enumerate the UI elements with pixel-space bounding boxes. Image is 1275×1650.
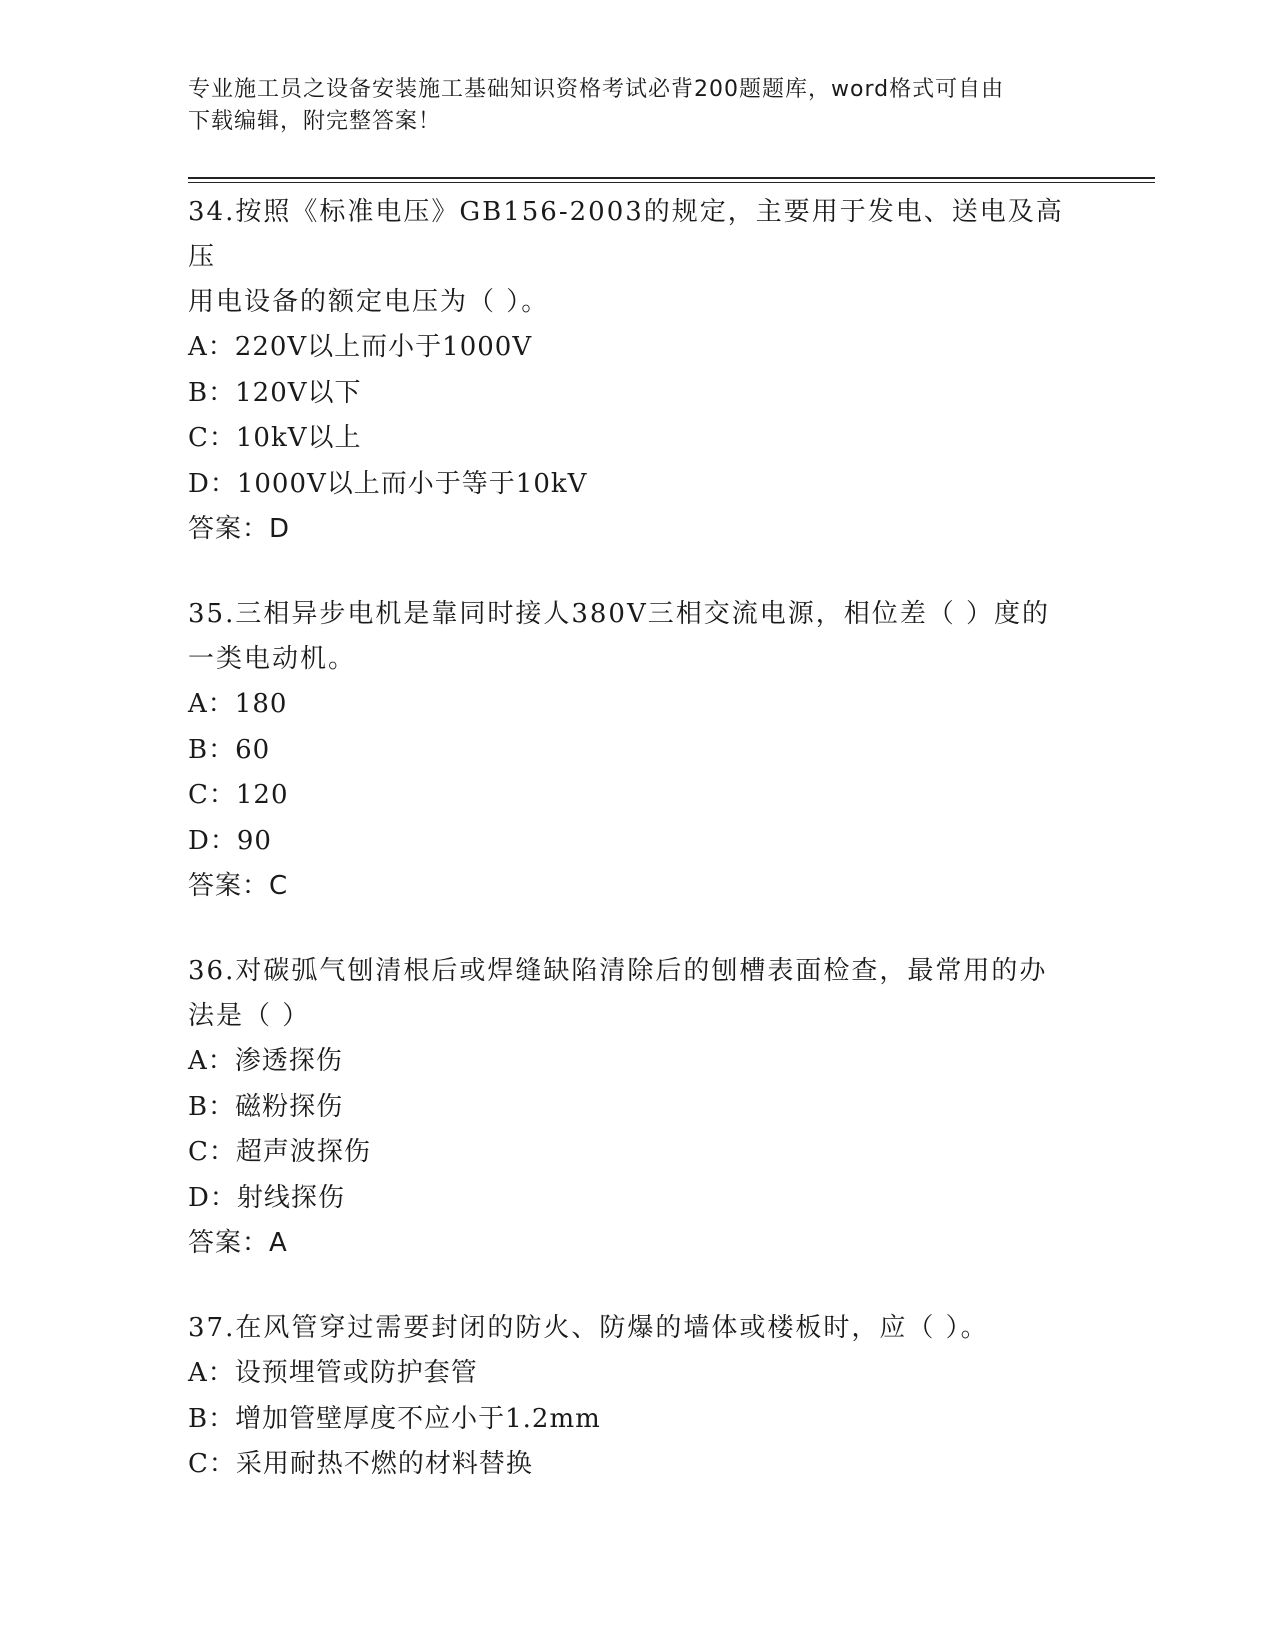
- header-line-1: 专业施工员之设备安装施工基础知识资格考试必背200题题库，word格式可自由: [188, 77, 1005, 102]
- option-c: C：10kV以上: [188, 423, 362, 453]
- option-d: D：90: [188, 825, 272, 856]
- question-stem-continued: 一类电动机。: [188, 644, 357, 674]
- option-a: A：设预埋管或防护套管: [188, 1358, 478, 1388]
- header-divider-thin: [188, 182, 1155, 183]
- answer: 答案：C: [188, 871, 289, 901]
- option-d: D：1000V以上而小于等于10kV: [188, 468, 588, 499]
- question-36: [188, 949, 1088, 1266]
- question-37: [188, 1306, 1088, 1488]
- option-a: A：180: [188, 689, 288, 719]
- question-stem-continued: 用电设备的额定电压为（ ）。: [188, 287, 550, 317]
- option-c: C：120: [188, 780, 289, 810]
- option-b: B：磁粉探伤: [188, 1091, 344, 1122]
- spacer: [188, 1266, 1088, 1306]
- spacer: [188, 552, 1088, 592]
- option-c: C：采用耐热不燃的材料替换: [188, 1449, 533, 1479]
- option-b: B：增加管壁厚度不应小于1.2mm: [188, 1403, 601, 1434]
- document-header: [188, 74, 1088, 138]
- question-stem: 35.三相异步电机是靠同时接人380V三相交流电源，相位差（ ）度的: [188, 599, 1051, 629]
- answer: 答案：A: [188, 1228, 288, 1258]
- option-a: A：220V以上而小于1000V: [188, 332, 533, 362]
- option-b: B：60: [188, 734, 271, 765]
- answer: 答案：D: [188, 514, 291, 544]
- option-c: C：超声波探伤: [188, 1137, 371, 1167]
- option-a: A：渗透探伤: [188, 1046, 343, 1076]
- question-34: [188, 190, 1088, 552]
- question-35: [188, 592, 1088, 909]
- question-stem: 36.对碳弧气刨清根后或焊缝缺陷清除后的刨槽表面检查，最常用的办: [188, 956, 1048, 986]
- option-d: D：射线探伤: [188, 1182, 345, 1213]
- spacer: [188, 909, 1088, 949]
- question-stem: 34.按照《标准电压》GB156-2003的规定，主要用于发电、送电及高压: [188, 197, 1064, 272]
- header-divider-thick: [188, 177, 1155, 179]
- question-list: [188, 190, 1088, 1488]
- question-stem: 37.在风管穿过需要封闭的防火、防爆的墙体或楼板时，应（ ）。: [188, 1313, 989, 1343]
- question-stem-continued: 法是（ ）: [188, 1001, 311, 1031]
- option-b: B：120V以下: [188, 377, 362, 408]
- header-line-2: 下载编辑，附完整答案！: [188, 109, 442, 134]
